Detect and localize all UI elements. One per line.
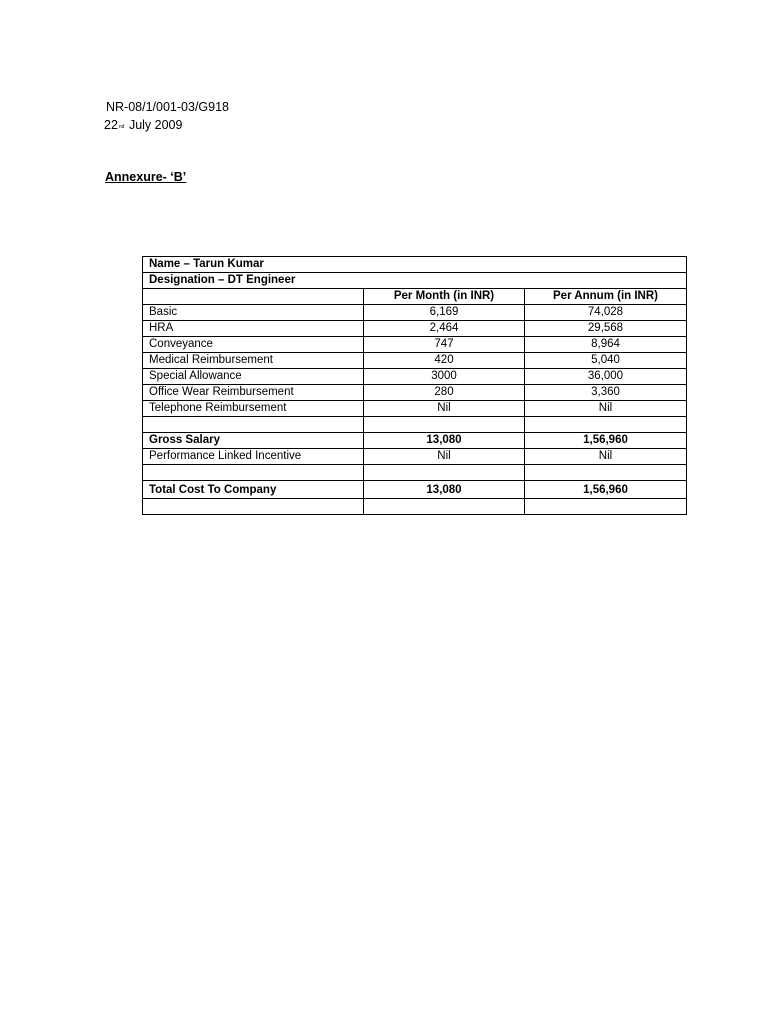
table-row — [143, 305, 687, 321]
reference-number: NR-08/1/001-03/G918 — [106, 100, 229, 114]
row-per-annum: Nil — [525, 401, 687, 417]
total-ctc-per-annum: 1,56,960 — [525, 481, 687, 499]
table-row — [143, 385, 687, 401]
performance-incentive-label: Performance Linked Incentive — [143, 449, 364, 465]
row-per-month: 420 — [364, 353, 525, 369]
empty-row — [143, 417, 687, 433]
row-per-annum: 5,040 — [525, 353, 687, 369]
date-day: 22 — [104, 118, 118, 132]
date-suffix: nd — [118, 124, 125, 130]
column-header-per-month: Per Month (in INR) — [364, 289, 525, 305]
performance-incentive-row — [143, 449, 687, 465]
row-label: Special Allowance — [143, 369, 364, 385]
gross-salary-per-month: 13,080 — [364, 433, 525, 449]
row-per-annum: 74,028 — [525, 305, 687, 321]
empty-row — [143, 465, 687, 481]
row-label: Office Wear Reimbursement — [143, 385, 364, 401]
gross-salary-row — [143, 433, 687, 449]
row-per-annum: 3,360 — [525, 385, 687, 401]
name-row — [143, 257, 687, 273]
total-ctc-per-month: 13,080 — [364, 481, 525, 499]
row-label: Medical Reimbursement — [143, 353, 364, 369]
table-row — [143, 401, 687, 417]
row-per-annum: 36,000 — [525, 369, 687, 385]
letter-date — [104, 118, 182, 135]
table-row — [143, 321, 687, 337]
annexure-title: Annexure- ‘B’ — [105, 170, 187, 184]
table-row — [143, 369, 687, 385]
salary-breakup-table — [142, 256, 687, 515]
empty-row — [143, 499, 687, 515]
employee-name: Name – Tarun Kumar — [143, 257, 687, 273]
row-per-month: 2,464 — [364, 321, 525, 337]
designation-row — [143, 273, 687, 289]
total-ctc-label: Total Cost To Company — [143, 481, 364, 499]
gross-salary-per-annum: 1,56,960 — [525, 433, 687, 449]
performance-incentive-per-annum: Nil — [525, 449, 687, 465]
employee-designation: Designation – DT Engineer — [143, 273, 687, 289]
column-header-row — [143, 289, 687, 305]
gross-salary-label: Gross Salary — [143, 433, 364, 449]
column-header-component — [143, 289, 364, 305]
row-per-month: 747 — [364, 337, 525, 353]
row-per-month: 6,169 — [364, 305, 525, 321]
row-per-month: 280 — [364, 385, 525, 401]
table-row — [143, 337, 687, 353]
row-per-month: Nil — [364, 401, 525, 417]
row-label: HRA — [143, 321, 364, 337]
performance-incentive-per-month: Nil — [364, 449, 525, 465]
row-per-month: 3000 — [364, 369, 525, 385]
row-label: Basic — [143, 305, 364, 321]
row-label: Telephone Reimbursement — [143, 401, 364, 417]
row-label: Conveyance — [143, 337, 364, 353]
total-ctc-row — [143, 481, 687, 499]
row-per-annum: 8,964 — [525, 337, 687, 353]
table-row — [143, 353, 687, 369]
column-header-per-annum: Per Annum (in INR) — [525, 289, 687, 305]
row-per-annum: 29,568 — [525, 321, 687, 337]
date-month-year: July 2009 — [128, 118, 183, 132]
